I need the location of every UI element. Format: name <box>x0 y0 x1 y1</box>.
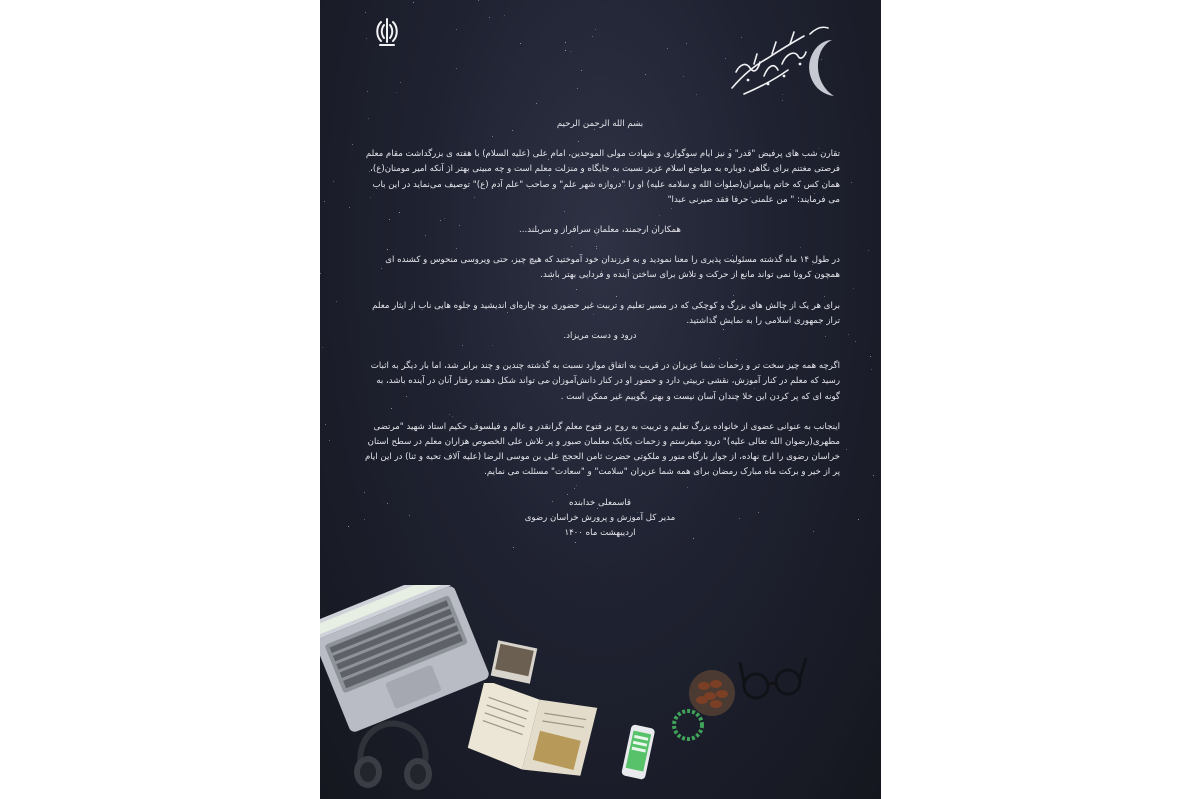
star <box>592 36 593 37</box>
star <box>329 440 330 441</box>
star <box>855 341 856 342</box>
iran-emblem-icon <box>372 16 402 48</box>
signature-title: مدیر کل آموزش و پرورش خراسان رضوی <box>524 512 676 523</box>
headphones-illustration <box>348 712 438 792</box>
star <box>667 48 668 49</box>
star <box>320 273 321 274</box>
star <box>868 250 869 251</box>
star <box>456 29 457 30</box>
star <box>456 68 457 69</box>
star <box>858 519 859 520</box>
star <box>396 92 397 93</box>
paragraph-3: برای هر یک از چالش های بزرگ و کوچکی که در مسیر تعلیم و تربیت غیر حضوری بود چاره‌ای اندیشید و جلوه هایی ناب از ایثار معلم تراز جمهوری اسلامی را به نمایش گذاشتید. <box>372 300 840 326</box>
star <box>504 15 505 16</box>
star <box>581 70 582 71</box>
open-book-illustration <box>466 683 601 778</box>
star <box>520 43 521 44</box>
prayer-beads-illustration <box>668 705 708 747</box>
ministry-header-line-4 <box>342 96 432 105</box>
photo-print-illustration <box>490 640 538 684</box>
star <box>696 94 697 95</box>
star <box>565 50 566 51</box>
letter-body <box>360 117 840 541</box>
star <box>349 207 350 208</box>
star <box>873 475 874 476</box>
eyeglasses-illustration <box>738 652 808 708</box>
star <box>365 12 366 13</box>
star <box>848 334 849 335</box>
paragraph-5: اینجانب به عنوانی عضوی از خانواده بزرگ تعلیم و تربیت به روح پر فتوح معلم گرانقدر و عالم و فیلسوف حکیم استاد شهید "مرتضی مطهری(رضوان الله تعالی علیه)" درود میفرستم و زحمات یکایک معلمان صبور و پر تلاش علی الخصوص هزاران معلم در سطح استان خراسان رضوی را ارج نهاده، از جوار بارگاه منور و ملکوتی حضرت ثامن الحجج علی بن موسی الرضا (علیه آلاف تحیه و ثنا) در این ایام پر از خیر و برکت ماه مبارک رمضان برای همه شما عزیزان "سلامت" و "سعادت" مسئلت می نمایم. <box>364 421 840 478</box>
star <box>577 88 578 89</box>
star <box>575 542 576 543</box>
salutation: همکاران ارجمند، معلمان سرافراز و سربلند... <box>519 225 681 236</box>
star <box>333 181 334 182</box>
star <box>686 43 687 44</box>
star <box>870 356 871 357</box>
star <box>348 526 349 527</box>
star <box>489 17 490 18</box>
ministry-header-line-1 <box>342 54 432 63</box>
paragraph-2: در طول ۱۴ ماه گذشته مسئولیت پذیری را معنا نمودید و به فرزندان خود آموختید که هیچ چیز، حتی ویروسی منحوس و کشنده ای همچون کرونا نمی تواند مانع از حرکت و تلاش برای ساختن آینده و فردایی بهتر باشد. <box>385 255 840 281</box>
ministry-header-line-2 <box>342 68 432 77</box>
star <box>478 0 479 1</box>
star <box>352 144 353 145</box>
smartphone-illustration <box>618 724 658 782</box>
poster <box>320 0 881 799</box>
star <box>336 301 337 302</box>
star <box>367 91 368 92</box>
signature-date: اردیبهشت ماه ۱۴۰۰ <box>564 528 636 539</box>
star <box>325 424 326 425</box>
ministry-header-line-3 <box>342 82 432 91</box>
paragraph-1: تقارن شب های پرفیض "قدر" و نیز ایام سوگواری و شهادت مولی الموحدین، امام علی (علیه السلام) با هفته ی بزرگداشت مقام معلم فرصتی مغتنم برای نگاهی دوباره به مواضع اسلام عزیز نسبت به جایگاه و منزلت معلم است و چه مبینی بهتر از آنکه امیر مومنان(ع)، همان کس که خاتم پیامبران(صلوات الله و سلامه علیه) او را "دروازه شهر علم" و صاحب "علم آدم (ع)" توصیف می‌نماید در این باب می فرمایند: " من علمنی حرفا فقد صیرنی عبدا" <box>365 149 840 205</box>
basmala: بسم الله الرحمن الرحیم <box>556 119 644 129</box>
star <box>413 2 414 3</box>
star <box>324 201 325 202</box>
star <box>871 369 872 370</box>
star <box>645 74 646 75</box>
star <box>536 103 537 104</box>
star <box>683 76 684 77</box>
crescent-moon-icon <box>809 40 834 96</box>
calligraphy-artwork <box>724 14 864 106</box>
paragraph-4: اگرچه همه چیز سخت تر و زحمات شما عزیزان در قریب به اتفاق موارد نسبت به گذشته چندین و چند برابر شد، اما بار دیگر به اثبات رسید که معلم در کنار آموزش، نقشی تربیتی دارد و حضور او در کنار دانش‌آموزان می تواند شکل دهنده رفتار آنان در آینده باشد، به گونه ای که پر کردن این خلا چندان آسان نیست و بهتر بگوییم غیر ممکن است . <box>370 361 840 402</box>
paragraph-3-closing: درود و دست مریزاد. <box>563 331 637 342</box>
star <box>366 38 367 39</box>
star <box>853 288 854 289</box>
star <box>851 182 852 183</box>
signature-name: قاسمعلی خدابنده <box>569 497 631 508</box>
star <box>565 42 566 43</box>
star <box>570 51 571 52</box>
star <box>846 449 847 450</box>
star <box>322 347 323 348</box>
star <box>513 547 514 548</box>
star <box>595 29 596 30</box>
signature-block <box>360 496 840 542</box>
